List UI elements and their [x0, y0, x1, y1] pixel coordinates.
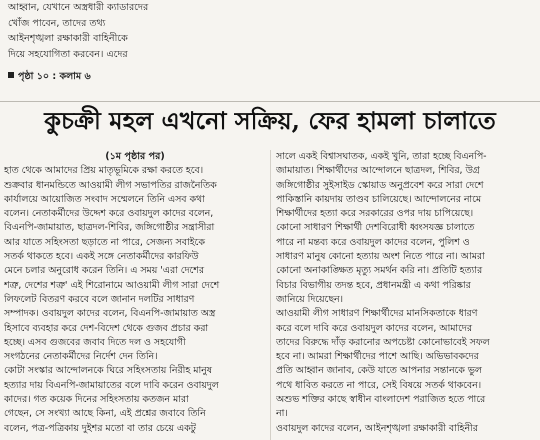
section-divider	[0, 101, 540, 102]
article-text-line: গেছেন, সে সংখ্যা আছে কিনা, এই প্রশ্নের জবাবে তিনি	[4, 408, 206, 420]
article-text-line: হবে না। আমরা শিক্ষার্থীদের পাশে আছি। অভিভাবকদের	[276, 351, 479, 363]
article-text-line: পথে ধাবিত করতে না পারে, সেই বিষয়ে সতর্ক থাকবেন।	[276, 379, 482, 391]
article-text-line: প্রতি আহ্বান জানাব, কেউ যাতে আপনার সন্তানকে ভুল	[276, 365, 482, 377]
article-text-line: আর যাতে সহিংসতা ছড়াতে না পারে, সেজন্য সবাইকে	[4, 236, 205, 248]
article-text-line: হচ্ছে। এসব গুজবের জবাব দিতে দল ও সহযোগী	[4, 336, 186, 348]
article-text-line: সংগঠনের নেতাকর্মীদের নির্দেশ দেন তিনি।	[4, 351, 158, 363]
previous-article-line: আহ্বান, যেখানে অস্ত্রধারী ক্যাডারদের	[8, 2, 149, 13]
article-text-line: না।	[276, 408, 288, 420]
article-text-line: বিচার বিভাগীয় তদন্ত হবে, প্রধানমন্ত্রী এ কথা পরিষ্কার	[276, 279, 471, 291]
article-text-line: তাদের বিরুদ্ধে দাঁড় করানোর অপচেষ্টা কোনোভাবেই সফল	[276, 336, 490, 348]
article-text-line: জামায়াত। শিক্ষার্থীদের আন্দোলনে ছাত্রদল, শিবির, উগ্র	[276, 165, 480, 177]
square-bullet-icon	[8, 72, 14, 78]
article-text-line: মেনে চলার অনুরোধ করেন তিনি। এ সময় 'এরা দেশের	[4, 265, 205, 277]
article-text-line: কার্যালয়ে আয়োজিত সংবাদ সম্মেলনে তিনি এসব কথা	[4, 193, 205, 205]
article-text-line: শিক্ষার্থীদের হত্যা করে সরকারের ওপর দায় চাপিয়েছে।	[276, 208, 474, 220]
article-text-line: আওয়ামী লীগ সাধারণ শিক্ষার্থীদের মানসিকতাকে ধারণ	[276, 308, 478, 320]
previous-article-line: খোঁজ পাবেন, তাদের তথ্য	[8, 17, 106, 29]
article-text-line: সতর্ক থাকতে হবে। একই সঙ্গে নেতাকর্মীদের কারফিউ	[4, 251, 199, 263]
article-text-line: করে বলে দাবি করে ওবায়দুল কাদের বলেন, আমাদের	[276, 322, 472, 334]
article-column-right	[276, 150, 538, 436]
article-text-line: অশুভ শক্তির কাছে স্বাধীন বাংলাদেশ পরাজিত হতে পারে	[276, 394, 486, 406]
article-text-line: শুক্রবার ধানমন্ডিতে আওয়ামী লীগ সভাপতির রাজনৈতিক	[4, 179, 217, 191]
column-divider	[270, 150, 271, 440]
article-text-line: বলেন, পত্র-পত্রিকায় দুইশর মতো বা তার চেয়ে একটু	[4, 422, 196, 434]
continuation-reference	[8, 70, 91, 85]
article-text-line: হত্যার দায় বিএনপি-জামায়াতের বলে দাবি করেন ওবায়দুল	[4, 379, 219, 391]
article-text-line: সম্পাদক। ওবায়দুল কাদের বলেন, বিএনপি-জামায়াত অস্ত্র	[4, 308, 216, 320]
article-text-line: পারে না মন্তব্য করে ওবায়দুল কাদের বলেন, পুলিশ ও	[276, 236, 470, 248]
article-text-line: কাদের। গত কয়েক দিনের সহিংসতায় কতজন মারা	[4, 394, 189, 406]
previous-article-snippet	[8, 0, 208, 62]
article-text-line: জঙ্গিগোষ্ঠীর সুইসাইড স্কোয়াড অনুপ্রবেশ করে সারা দেশে	[276, 179, 484, 191]
article-text-line: জানিয়ে দিয়েছেন।	[276, 293, 343, 305]
article-text-line: শত্রু, দেশের শত্রু' এই শিরোনামে আওয়ামী লীগ সারা দেশে	[4, 279, 220, 291]
article-text-line: বিএনপি-জামায়াত, ছাত্রদল-শিবির, জঙ্গিগোষ্ঠীর সন্ত্রাসীরা	[4, 222, 215, 234]
continued-from-label: (১ম পৃষ্ঠার পর)	[105, 151, 165, 162]
article-text-line: হাত থেকে আমাদের প্রিয় মাতৃভূমিকে রক্ষা করতে হবে।	[4, 165, 204, 177]
article-text-line: সালে একই বিশ্বাসঘাতক, একই খুনি, তারা হচ্ছে বিএনপি-	[276, 151, 487, 162]
previous-article-line: আইনশৃঙ্খলা রক্ষাকারী বাহিনীকে	[8, 33, 128, 44]
article-text-line: কোনো সাধারণ শিক্ষার্থী দেশবিরোধী ধ্বংসযজ্ঞ চালাতে	[276, 222, 475, 234]
article-text-line: লিফলেট বিতরণ করবে বলে জানান দলটির সাধারণ	[4, 293, 195, 305]
article-text-line: ওবায়দুল কাদের বলেন, আইনশৃঙ্খলা রক্ষাকারী বাহিনীর	[276, 422, 478, 434]
article-text-line: হিসাবে ব্যবহার করে দেশ-বিদেশ থেকে গুজব প্রচার করা	[4, 322, 209, 334]
continuation-text: পৃষ্ঠা ১০ : কলাম ৬	[18, 71, 91, 82]
previous-article-line: দিয়ে সহযোগিতা করবেন। এদের	[8, 48, 128, 60]
article-text-line: সাধারণ মানুষ কোনো হত্যায় অংশ নিতে পারে না। আমরা	[276, 251, 485, 263]
article-headline: কুচক্রী মহল এখনো সক্রিয়, ফের হামলা চালাতে	[44, 106, 496, 135]
article-text-line: বলেন। নেতাকর্মীদের উদ্দেশ করে ওবায়দুল কাদের বলেন,	[4, 208, 214, 220]
article-column-left	[4, 150, 266, 436]
article-text-line: পাকিস্তানি কায়দায় তাণ্ডব চালিয়েছে। আন্দোলনের নামে	[276, 193, 482, 205]
article-text-line: কোটা সংস্কার আন্দোলনকে ঘিরে সহিংসতায় নিরীহ মানুষ	[4, 365, 212, 377]
article-text-line: কোনো অনাকাঙ্ক্ষিত মৃত্যু সমর্থন করি না। প্রতিটি হত্যার	[276, 265, 483, 277]
